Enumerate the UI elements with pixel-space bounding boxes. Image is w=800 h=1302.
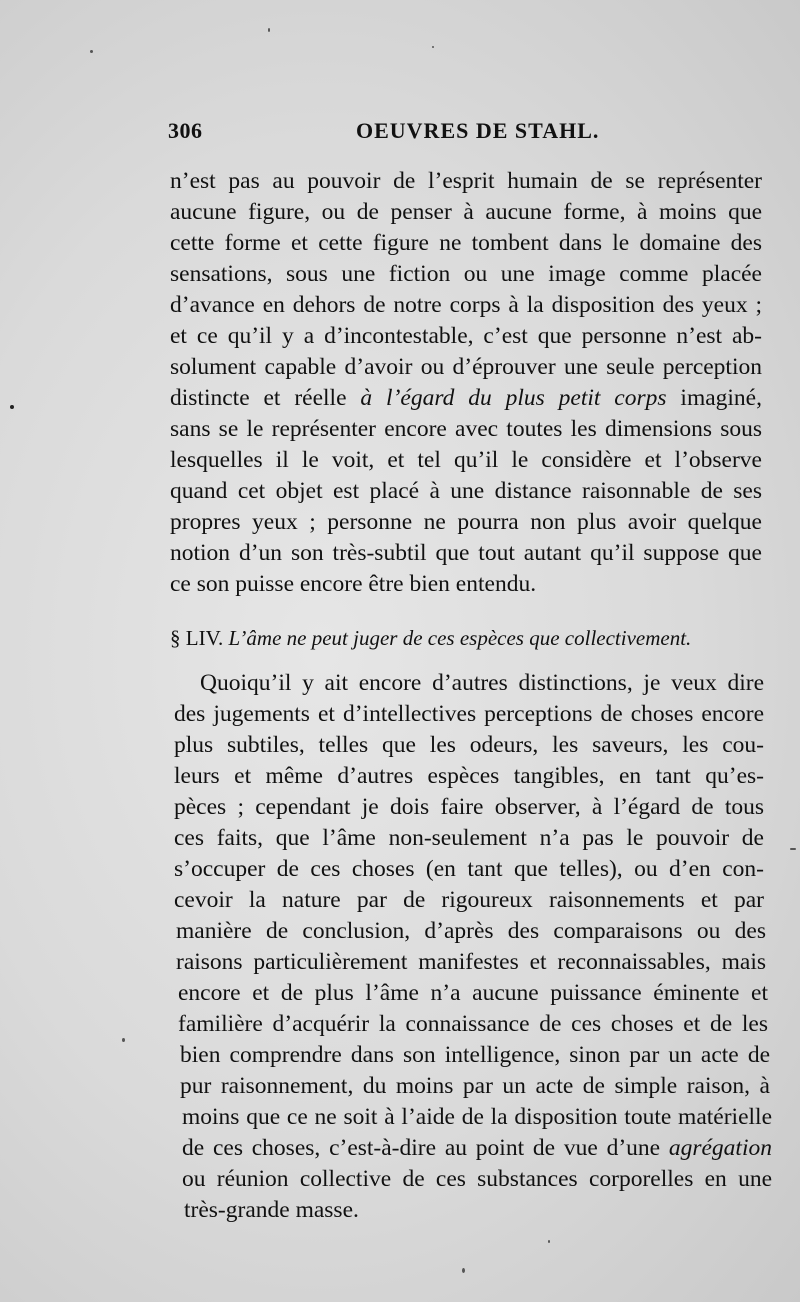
text-line: pur raisonnement, du moins par un acte de simple raison, à [180,1073,770,1099]
text-line: sensations, sous une fiction ou une image comme placée [170,261,762,287]
text-line: manière de conclusion, d’après des comparaisons ou des [176,918,766,944]
text-line: d’avance en dehors de notre corps à la disposition des yeux ; [170,292,762,318]
paper-speck [268,28,270,32]
text-line: et ce qu’il y a d’incontestable, c’est que personne n’est ab- [170,323,762,349]
paper-speck [790,848,796,850]
section-title: L’âme ne peut juger de ces espèces que collectivement. [228,626,692,650]
text-run: de ces choses, c’est-à-dire au point de vue d’une [182,1135,669,1161]
text-line: Quoiqu’il y ait encore d’autres distinctions, je veux dire [200,670,764,696]
italic-phrase: à l’égard du plus petit corps [360,385,667,411]
text-line: n’est pas au pouvoir de l’esprit humain de se représenter [170,168,762,194]
text-line: cevoir la nature par de rigoureux raisonnements et par [174,887,764,913]
paper-speck [122,1038,125,1042]
page-number: 306 [168,118,203,143]
paper-speck [90,50,93,53]
section-heading [170,623,758,653]
text-line: très-grande masse. [184,1197,359,1223]
text-line: des jugements et d’intellectives perceptions de choses encore [174,701,764,727]
text-line: pèces ; cependant je dois faire observer, à l’égard de tous [174,794,764,820]
paper-speck [548,1240,550,1243]
running-title: OEUVRES DE STAHL. [356,118,600,143]
text-line: raisons particulièrement manifestes et reconnaissables, mais [176,949,766,975]
text-line: sans se le représenter encore avec toutes les dimensions sous [170,416,762,442]
text-line: leurs et même d’autres espèces tangibles, en tant qu’es- [174,763,764,789]
text-line: ces faits, que l’âme non-seulement n’a pas le pouvoir de [174,825,764,851]
text-line: lesquelles il le voit, et tel qu’il le considère et l’observe [170,447,762,473]
paper-speck [432,46,434,48]
text-line-with-italic [182,1133,772,1163]
text-line: aucune figure, ou de penser à aucune forme, à moins que [170,199,762,225]
text-run: distincte et réelle [170,385,361,411]
text-line: notion d’un son très-subtil que tout autant qu’il suppose que [170,540,762,566]
text-line: familière d’acquérir la connaissance de ces choses et de les [178,1011,768,1037]
text-run: imaginé, [666,385,762,411]
text-line: solument capable d’avoir ou d’éprouver une seule perception [170,354,762,380]
paper-speck [10,405,14,409]
text-line-with-italic [170,383,762,413]
page-header [168,118,768,152]
text-line: bien comprendre dans son intelligence, sinon par un acte de [180,1042,770,1068]
text-line: encore et de plus l’âme n’a aucune puissance éminente et [178,980,768,1006]
section-number: § LIV. [170,626,224,650]
text-line: ou réunion collective de ces substances corporelles en une [182,1166,772,1192]
text-line: ce son puisse encore être bien entendu. [170,571,537,597]
italic-phrase: agrégation [668,1135,772,1161]
text-line: s’occuper de ces choses (en tant que telles), ou d’en con- [174,856,764,882]
text-line: propres yeux ; personne ne pourra non plus avoir quelque [170,509,762,535]
paper-speck [462,1268,465,1273]
text-line: moins que ce ne soit à l’aide de la disposition toute matérielle [182,1104,772,1130]
text-line: quand cet objet est placé à une distance raisonnable de ses [170,478,762,504]
text-line: plus subtiles, telles que les odeurs, les saveurs, les cou- [174,732,764,758]
text-line: cette forme et cette figure ne tombent dans le domaine des [170,230,762,256]
